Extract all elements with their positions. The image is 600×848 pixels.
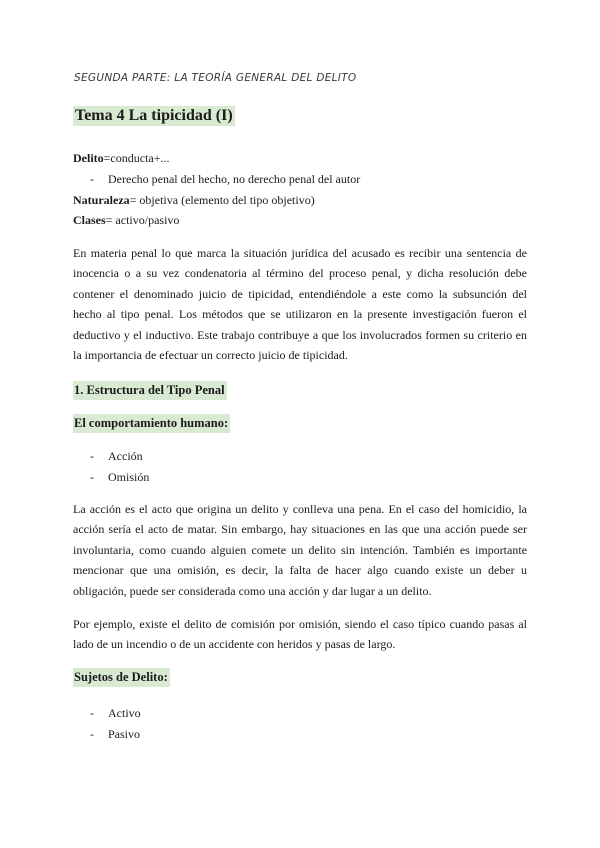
section-heading-comportamiento-text: El comportamiento humano:: [73, 414, 230, 433]
naturaleza-line: [73, 193, 315, 208]
delito-text: =conducta+...: [103, 151, 170, 165]
list-item-accion: Acción: [108, 449, 143, 463]
delito-bullet: Derecho penal del hecho, no derecho penal del autor: [108, 172, 361, 186]
bullet-dash: -: [90, 706, 94, 720]
bullet-dash: -: [90, 449, 94, 463]
paragraph-ejemplo: Por ejemplo, existe el delito de comisión por omisión, siendo el caso típico cuando pasas al lado de un incendio o de un accidente con heridos y pasas de largo.: [73, 617, 527, 652]
list-item-omision: Omisión: [108, 470, 150, 484]
bullet-dash: -: [90, 172, 94, 186]
naturaleza-label: Naturaleza: [73, 193, 130, 207]
list-item-activo: Activo: [108, 706, 141, 720]
section-heading-estructura-text: 1. Estructura del Tipo Penal: [73, 381, 227, 400]
section-heading-comportamiento: [73, 416, 230, 431]
clases-text: = activo/pasivo: [105, 213, 180, 227]
clases-line: [73, 213, 179, 228]
title-text: Tema 4 La tipicidad (I): [75, 107, 233, 124]
naturaleza-text: = objetiva (elemento del tipo objetivo): [129, 193, 315, 207]
page-title: [73, 107, 235, 125]
section-heading-estructura: [73, 383, 227, 398]
clases-label: Clases: [73, 213, 106, 227]
section-heading-sujetos-text: Sujetos de Delito:: [73, 668, 170, 687]
delito-label: Delito: [73, 151, 104, 165]
list-item-pasivo: Pasivo: [108, 727, 141, 741]
bullet-dash: -: [90, 727, 94, 741]
paragraph-intro: En materia penal lo que marca la situación jurídica del acusado es recibir una sentencia de inocencia o a su vez condenatoria al término del proceso penal, y dicha resolución debe contener el denominado juicio de tipicidad, entendiéndole a este como la subsunción del hecho al tipo penal. Los métodos que se utilizaron en la presente investigación fueron el deductivo y el inductivo. Este trabajo contribuye a que los involucrados formen su criterio en la importancia de efectuar un correcto juicio de tipicidad.: [73, 246, 527, 363]
section-heading-sujetos: [73, 670, 170, 685]
paragraph-accion: La acción es el acto que origina un delito y conlleva una pena. En el caso del homicidio, la acción sería el acto de matar. Sin embargo, hay situaciones en las que una acción puede ser involuntaria, como cuando alguien comete un delito sin intención. También es importante mencionar que una omisión, es decir, la falta de hacer algo cuando existe un deber u obligación, puede ser considerada como una acción y dar lugar a un delito.: [73, 502, 527, 598]
bullet-dash: -: [90, 470, 94, 484]
delito-line: [73, 151, 170, 166]
running-header: SEGUNDA PARTE: LA TEORÍA GENERAL DEL DELITO: [74, 72, 357, 84]
